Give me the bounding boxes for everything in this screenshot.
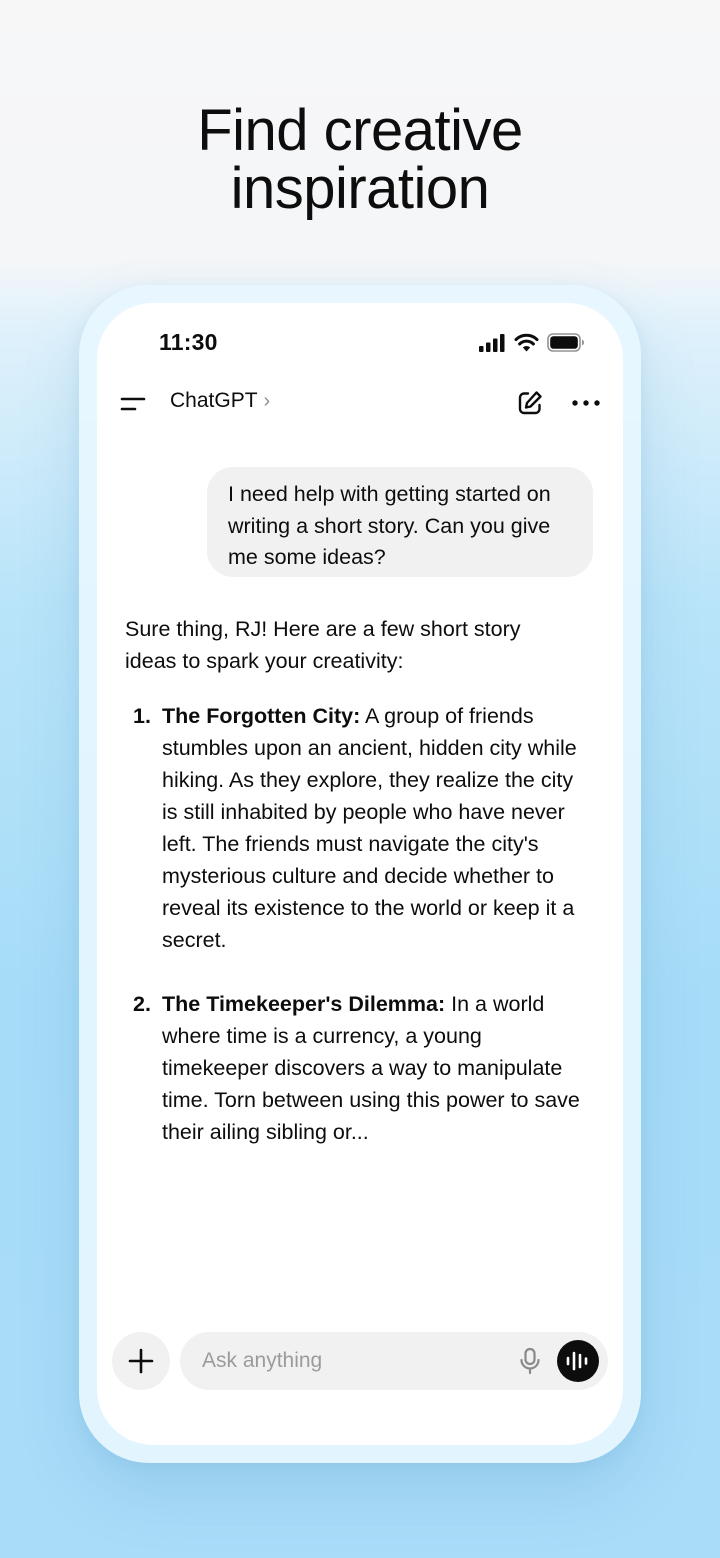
user-message-text: I need help with getting started on writing a short story. Can you give me some ideas? <box>228 482 551 569</box>
cellular-signal-icon <box>479 334 506 352</box>
list-item-text: A group of friends stumbles upon an ancient, hidden city while hiking. As they explore, they realize the city is still inhabited by people who have never left. The friends must navigate the city's mysterious culture and decide whether to reveal its existence to the world or keep it a secret. <box>162 704 577 952</box>
compose-icon[interactable] <box>515 388 545 418</box>
battery-icon <box>547 333 585 352</box>
story-idea-list <box>125 700 590 1180</box>
more-options-icon[interactable] <box>571 393 601 413</box>
headline <box>0 98 720 221</box>
list-item-title: The Timekeeper's Dilemma: <box>162 992 446 1016</box>
phone-screen <box>97 303 623 1445</box>
model-selector[interactable] <box>170 389 270 413</box>
hamburger-menu-icon[interactable] <box>119 391 149 417</box>
list-item <box>125 700 590 956</box>
list-item-text: In a world where time is a currency, a young timekeeper discovers a way to manipulate time. Torn between using this power to save their ailing sibling or... <box>162 992 580 1144</box>
chevron-right-icon: › <box>263 390 271 412</box>
status-icons <box>479 333 585 352</box>
list-item-title: The Forgotten City: <box>162 704 361 728</box>
voice-mode-button[interactable] <box>557 1340 599 1382</box>
status-time: 11:30 <box>159 329 218 355</box>
assistant-intro: Sure thing, RJ! Here are a few short story ideas to spark your creativity: <box>125 617 521 673</box>
list-item-number: 1. <box>133 704 151 728</box>
voice-mode-icon <box>565 1349 591 1373</box>
message-input[interactable] <box>202 1332 502 1390</box>
microphone-icon[interactable] <box>516 1347 544 1375</box>
user-message-bubble <box>207 467 593 577</box>
plus-icon <box>127 1347 155 1375</box>
composer-bar <box>180 1332 608 1390</box>
headline-line-2: inspiration <box>230 156 490 221</box>
add-attachment-button[interactable] <box>112 1332 170 1390</box>
wifi-icon <box>514 333 539 352</box>
app-title: ChatGPT <box>170 389 258 412</box>
headline-line-1: Find creative <box>197 98 523 163</box>
list-item-number: 2. <box>133 992 151 1016</box>
list-item <box>125 988 590 1148</box>
